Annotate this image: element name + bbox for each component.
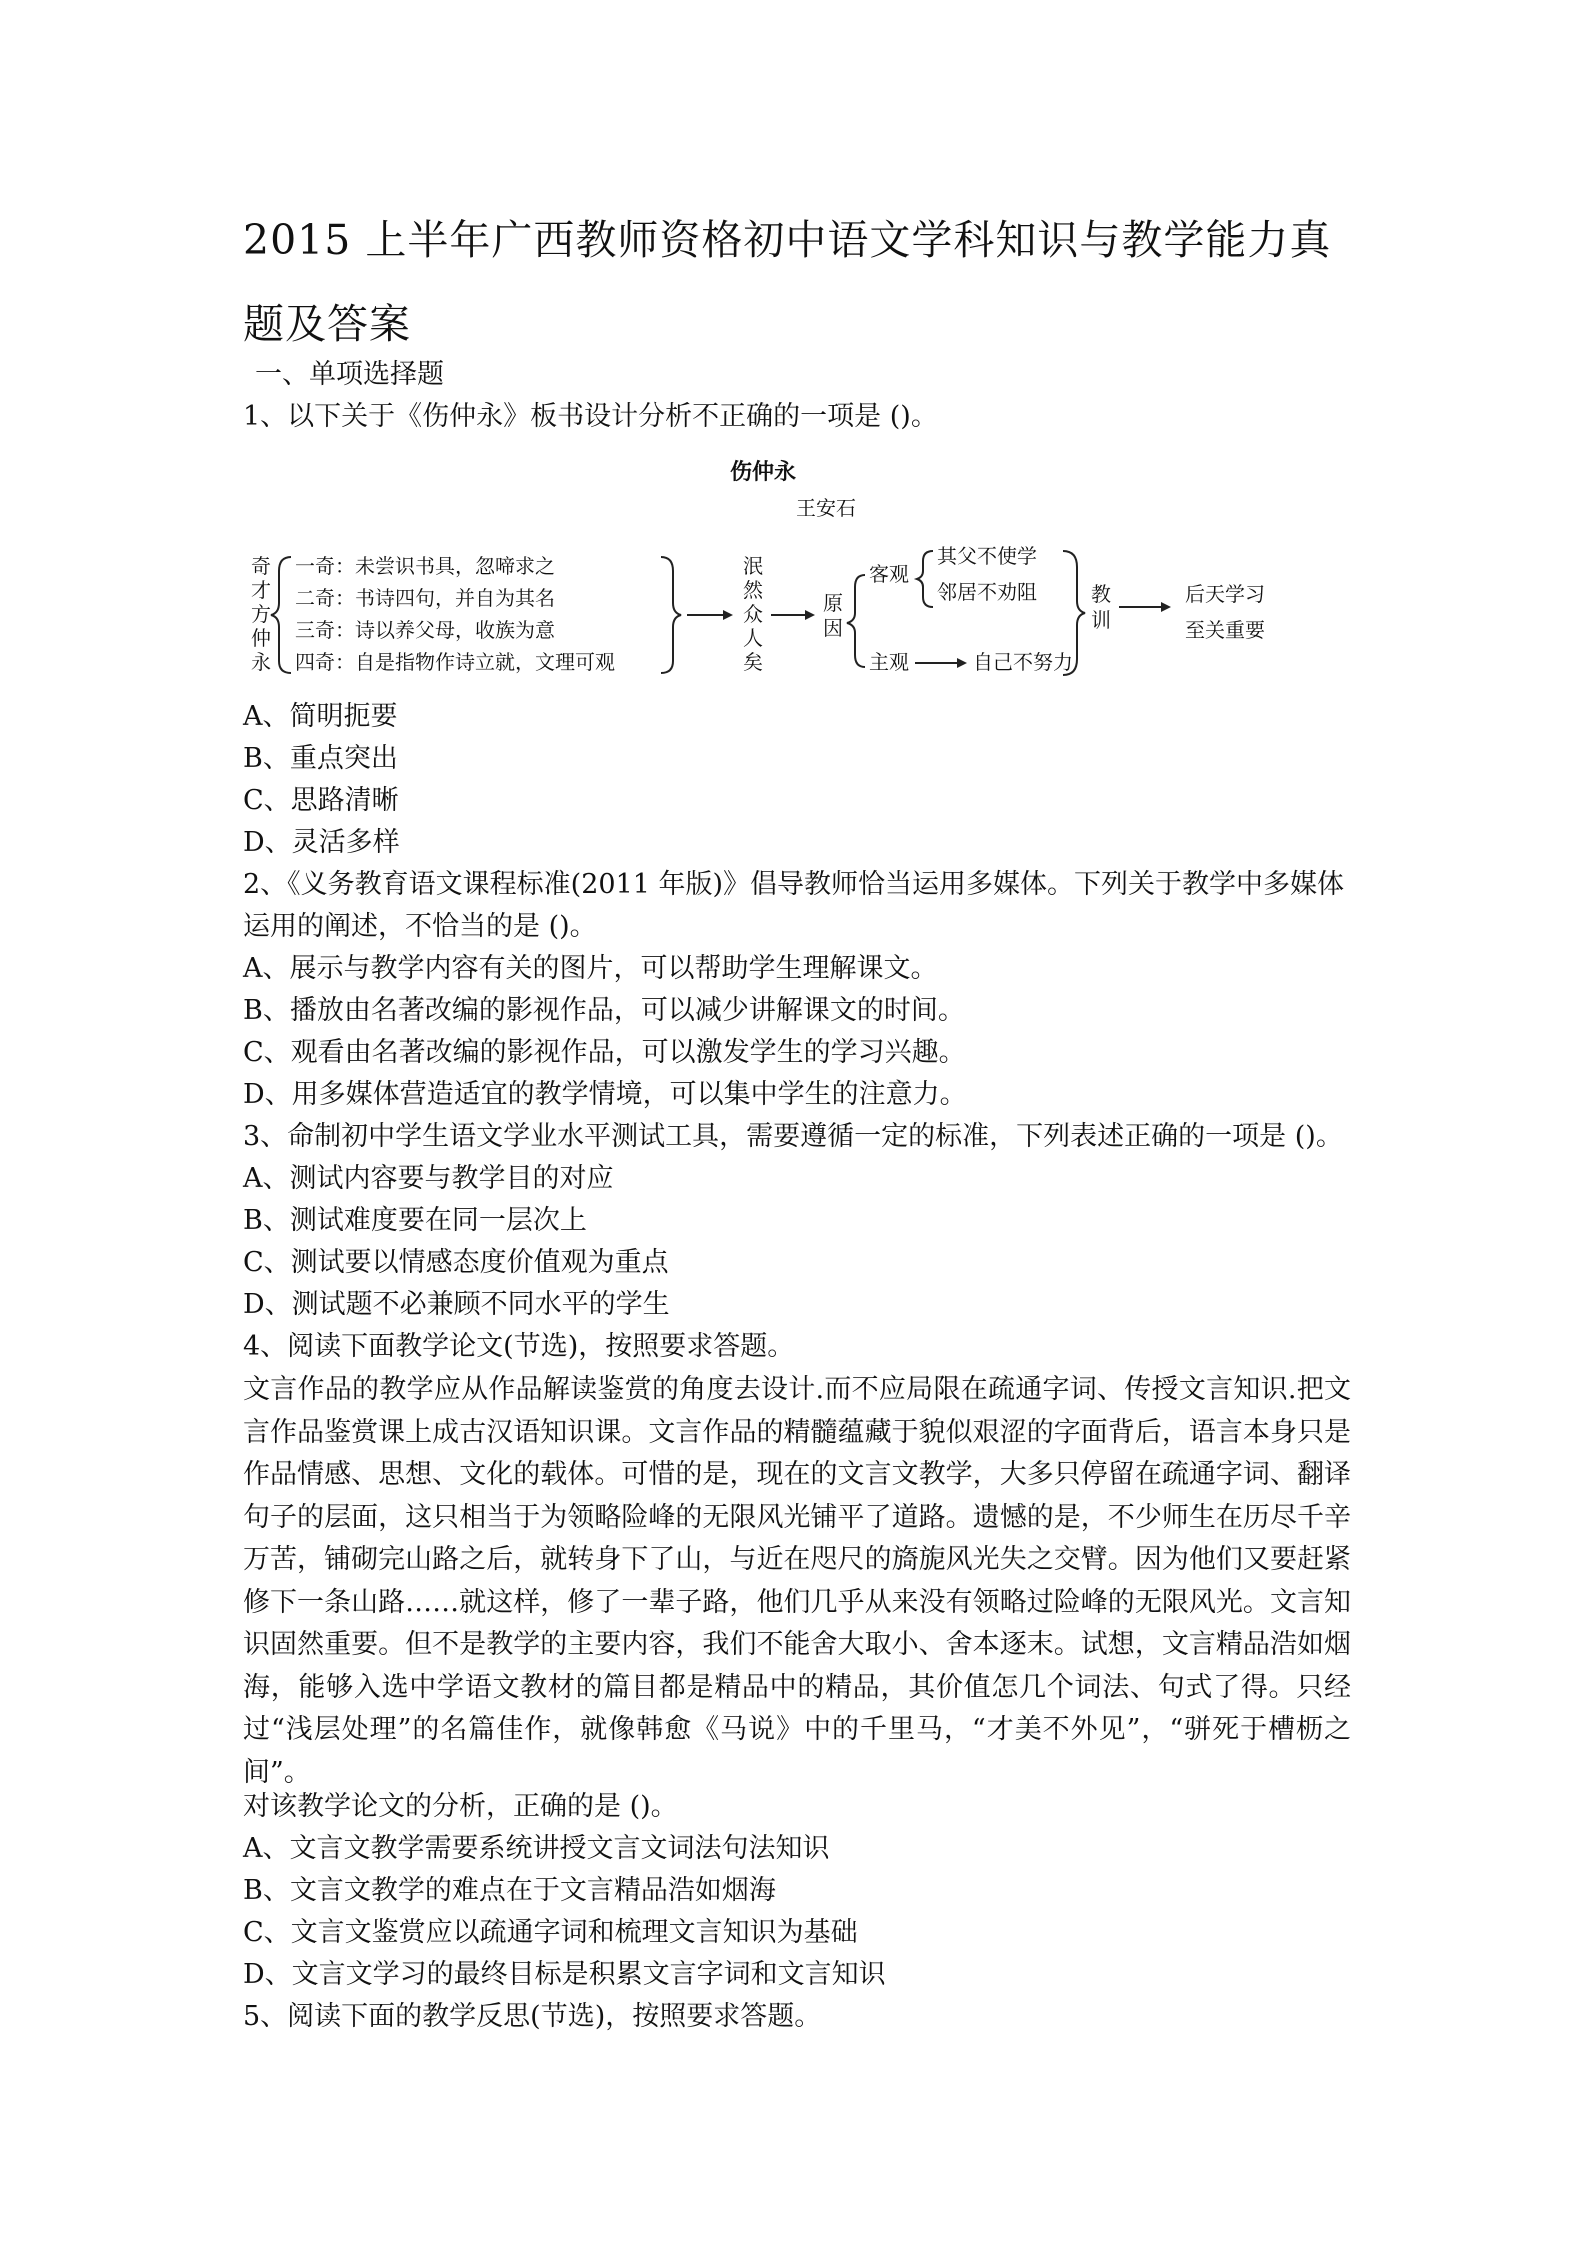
question-4-passage: 文言作品的教学应从作品解读鉴赏的角度去设计.而不应局限在疏通字词、传授文言知识.把文言作品鉴赏课上成古汉语知识课。文言作品的精髓蕴藏于貌似艰涩的字面背后，语言本身只是作品情感、思想、文化的载体。可惜的是，现在的文言文教学，大多只停留在疏通字词、翻译句子的层面，这只相当于为领略险峰的无限风光铺平了道路。遗憾的是，不少师生在历尽千辛万苦，铺砌完山路之后，就转身下了山，与近在咫尺的旖旎风光失之交臂。因为他们又要赶紧修下一条山路……就这样，修了一辈子路，他们几乎从来没有领略过险峰的无限风光。文言知识固然重要。但不是教学的主要内容，我们不能舍大取小、舍本逐末。试想，文言精品浩如烟海，能够入选中学语文教材的篇目都是精品中的精品，其价值怎几个词法、句式了得。只经过“浅层处理”的名篇佳作，就像韩愈《马说》中的千里马，“才美不外见”，“骈死于槽枥之间”。 — [243, 1374, 1351, 1788]
q4-option-d: D、文言文学习的最终目标是积累文言字词和文言知识 — [243, 1959, 886, 1990]
middle-char: 众 — [743, 602, 763, 626]
blackboard-svg — [243, 455, 1363, 695]
middle-char: 泯 — [743, 554, 763, 578]
middle-char: 然 — [743, 578, 763, 602]
q3-option-a: A、测试内容要与教学目的对应 — [243, 1163, 614, 1194]
objective-label: 客观 — [869, 562, 909, 586]
document-title: 2015 上半年广西教师资格初中语文学科知识与教学能力真题及答案 — [243, 216, 1332, 348]
q4-option-b: B、文言文教学的难点在于文言精品浩如烟海 — [243, 1875, 776, 1906]
question-2-stem-line1: 2、《义务教育语文课程标准(2011 年版)》倡导教师恰当运用多媒体。下列关于教学中多媒体 — [243, 869, 1345, 900]
left-char: 永 — [251, 650, 271, 674]
objective-brace — [917, 551, 933, 607]
arrow-head — [1161, 602, 1171, 612]
lesson-char: 训 — [1091, 608, 1111, 632]
q2-option-a: A、展示与教学内容有关的图片，可以帮助学生理解课文。 — [243, 953, 938, 984]
subjective-label: 主观 — [869, 650, 909, 674]
blackboard-diagram — [243, 455, 1363, 695]
conclusion-line: 后天学习 — [1185, 582, 1265, 606]
q3-option-c: C、测试要以情感态度价值观为重点 — [243, 1247, 669, 1278]
left-brace — [271, 557, 291, 673]
arrow-head — [805, 610, 815, 620]
board-title: 伤仲永 — [729, 459, 797, 485]
reason-brace — [847, 575, 865, 667]
objective-item: 其父不使学 — [937, 544, 1037, 568]
conclusion-line: 至关重要 — [1185, 618, 1265, 642]
objective-item: 邻居不劝阻 — [937, 580, 1037, 604]
q2-option-d: D、用多媒体营造适宜的教学情境，可以集中学生的注意力。 — [243, 1079, 967, 1110]
q2-option-b: B、播放由名著改编的影视作品，可以减少讲解课文的时间。 — [243, 995, 965, 1026]
board-author: 王安石 — [796, 496, 856, 520]
q4-option-a: A、文言文教学需要系统讲授文言文词法句法知识 — [243, 1833, 830, 1864]
arrow-head — [723, 610, 733, 620]
reason-char: 因 — [823, 616, 843, 640]
question-5-stem: 5、阅读下面的教学反思(节选)，按照要求答题。 — [243, 2001, 822, 2032]
question-1-stem: 1、以下关于《伤仲永》板书设计分析不正确的一项是 ()。 — [243, 401, 938, 432]
left-char: 奇 — [251, 554, 271, 578]
q1-option-b: B、重点突出 — [243, 743, 398, 774]
middle-char: 矣 — [743, 650, 763, 674]
reason-char: 原 — [823, 591, 843, 615]
question-4-stem: 4、阅读下面教学论文(节选)，按照要求答题。 — [243, 1331, 795, 1362]
question-2-stem-line2: 运用的阐述，不恰当的是 ()。 — [243, 911, 597, 942]
lesson-char: 教 — [1091, 582, 1111, 606]
arrow-head — [957, 658, 967, 668]
q1-option-a: A、简明扼要 — [243, 701, 398, 732]
left-char: 才 — [251, 578, 271, 602]
q1-option-d: D、灵活多样 — [243, 827, 400, 858]
right-brace — [661, 557, 681, 673]
q1-option-c: C、思路清晰 — [243, 785, 399, 816]
q4-option-c: C、文言文鉴赏应以疏通字词和梳理文言知识为基础 — [243, 1917, 858, 1948]
subjective-item: 自己不努力 — [973, 650, 1073, 674]
left-char: 仲 — [251, 626, 271, 650]
board-item: 四奇：自是指物作诗立就，文理可观 — [295, 650, 615, 674]
board-item: 三奇：诗以养父母，收族为意 — [295, 618, 555, 642]
left-char: 方 — [251, 602, 271, 626]
question-3-stem: 3、命制初中学生语文学业水平测试工具，需要遵循一定的标准，下列表述正确的一项是 ()。 — [243, 1121, 1343, 1152]
board-item: 二奇：书诗四句，并自为其名 — [295, 586, 555, 610]
question-4-prompt: 对该教学论文的分析，正确的是 ()。 — [243, 1791, 678, 1822]
q3-option-b: B、测试难度要在同一层次上 — [243, 1205, 587, 1236]
board-item: 一奇：未尝识书具，忽啼求之 — [295, 554, 555, 578]
q3-option-d: D、测试题不必兼顾不同水平的学生 — [243, 1289, 670, 1320]
q2-option-c: C、观看由名著改编的影视作品，可以激发学生的学习兴趣。 — [243, 1037, 966, 1068]
section-heading: 一、单项选择题 — [255, 359, 444, 390]
middle-char: 人 — [743, 626, 763, 650]
